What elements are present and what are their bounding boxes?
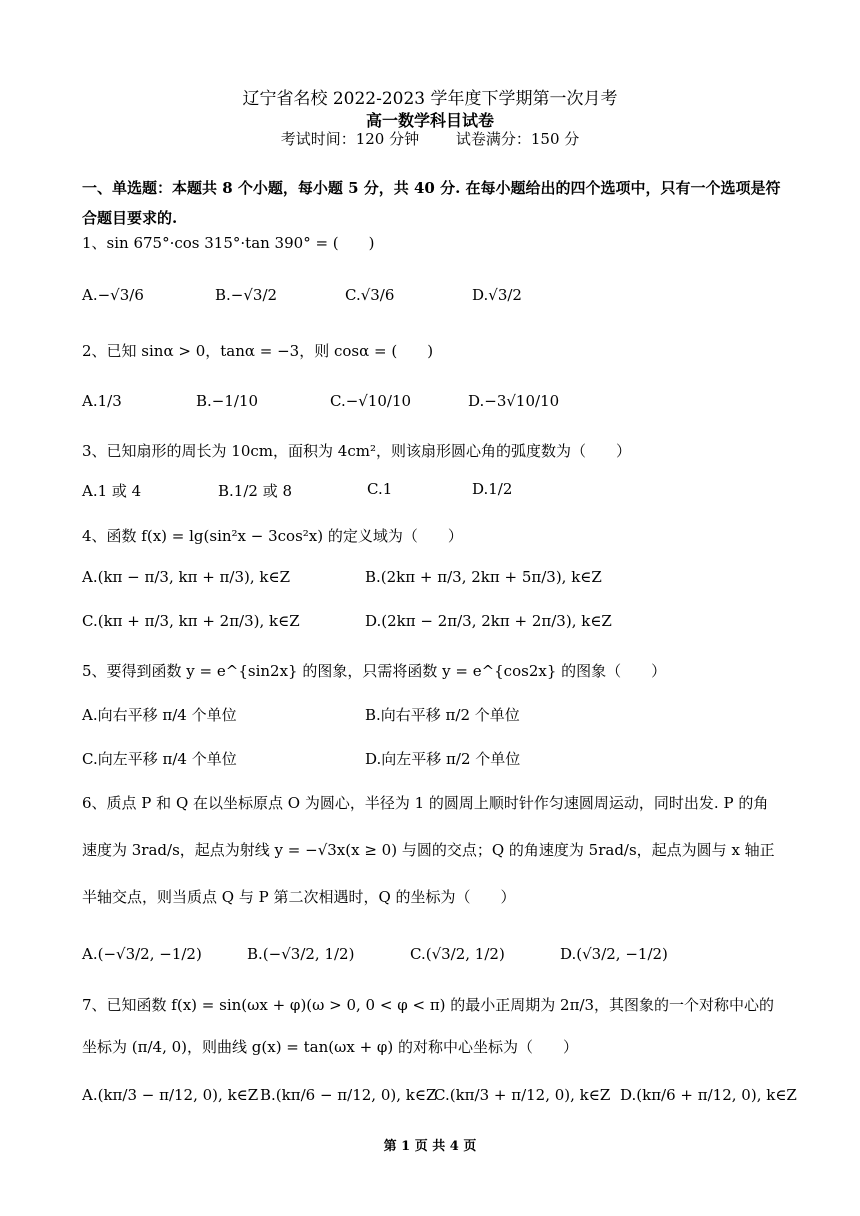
question-6-option-d: D.(√3/2, −1/2) [560, 945, 668, 963]
question-7-option-a: A.(kπ/3 − π/12, 0), k∈Z [82, 1086, 259, 1104]
exam-meta [0, 128, 860, 149]
question-1-option-a: A.−√3/6 [82, 286, 144, 304]
question-4-option-a: A.(kπ − π/3, kπ + π/3), k∈Z [82, 568, 291, 586]
question-4-option-c: C.(kπ + π/3, kπ + 2π/3), k∈Z [82, 612, 300, 630]
question-1-option-c: C.√3/6 [345, 286, 395, 304]
question-1-option-b: B.−√3/2 [215, 286, 278, 304]
question-2-stem: 2、已知 sinα > 0，tanα = −3，则 cosα = ( ) [82, 342, 434, 360]
question-1-stem: 1、sin 675°·cos 315°·tan 390° = ( ) [82, 234, 375, 252]
question-7-option-c: C.(kπ/3 + π/12, 0), k∈Z [434, 1086, 611, 1104]
exam-time: 考试时间：120 分钟 [280, 130, 420, 148]
question-3-option-b: B.1/2 或 8 [218, 482, 293, 500]
question-2-option-b: B.−1/10 [196, 392, 259, 410]
question-6-option-c: C.(√3/2, 1/2) [410, 945, 505, 963]
question-3-option-c: C.1 [367, 480, 393, 498]
question-2-option-a: A.1/3 [82, 392, 122, 410]
question-4-option-d: D.(2kπ − 2π/3, 2kπ + 2π/3), k∈Z [365, 612, 612, 630]
page-number: 第 1 页 共 4 页 [383, 1139, 477, 1154]
question-2-option-c: C.−√10/10 [330, 392, 412, 410]
exam-subtitle: 高一数学科目试卷 [365, 111, 494, 130]
question-5-option-c: C.向左平移 π/4 个单位 [82, 750, 237, 768]
question-7-stem: 7、已知函数 f(x) = sin(ωx + φ)(ω > 0, 0 < φ < π) 的最小正周期为 2π/3，其图象的一个对称中心的坐标为 (π/4, 0)，则曲线 g(x) = tan(ωx + φ) 的对称中心坐标为（ ） [82, 996, 775, 1056]
full-score: 试卷满分：150 分 [455, 130, 580, 148]
question-3-stem: 3、已知扇形的周长为 10cm，面积为 4cm²，则该扇形圆心角的弧度数为（ ） [82, 442, 631, 460]
question-5-option-a: A.向右平移 π/4 个单位 [82, 706, 237, 724]
exam-title: 辽宁省名校 2022-2023 学年度下学期第一次月考 [242, 89, 618, 109]
question-5-stem: 5、要得到函数 y = e^{sin2x} 的图象，只需将函数 y = e^{cos2x} 的图象（ ） [82, 662, 667, 680]
question-6-stem: 6、质点 P 和 Q 在以坐标原点 O 为圆心，半径为 1 的圆周上顺时针作匀速圆周运动，同时出发. P 的角速度为 3rad/s，起点为射线 y = −√3x(x ≥ 0) 与圆的交点；Q 的角速度为 5rad/s，起点为圆与 x 轴正半轴交点，则当质点 Q 与 P 第二次相遇时，Q 的坐标为（ ） [82, 794, 775, 906]
question-3-option-a: A.1 或 4 [82, 482, 142, 500]
question-3-option-d: D.1/2 [472, 480, 513, 498]
question-6-option-b: B.(−√3/2, 1/2) [247, 945, 355, 963]
question-5-option-d: D.向左平移 π/2 个单位 [365, 750, 521, 768]
question-1-option-d: D.√3/2 [472, 286, 522, 304]
question-7-option-d: D.(kπ/6 + π/12, 0), k∈Z [620, 1086, 797, 1104]
question-4-stem: 4、函数 f(x) = lg(sin²x − 3cos²x) 的定义域为（ ） [82, 527, 463, 545]
question-5-option-b: B.向右平移 π/2 个单位 [365, 706, 520, 724]
section-heading: 一、单选题：本题共 8 个小题，每小题 5 分，共 40 分. 在每小题给出的四个选项中，只有一个选项是符合题目要求的. [82, 179, 781, 227]
question-6-option-a: A.(−√3/2, −1/2) [82, 945, 202, 963]
question-7-option-b: B.(kπ/6 − π/12, 0), k∈Z [260, 1086, 437, 1104]
question-2-option-d: D.−3√10/10 [468, 392, 560, 410]
question-4-option-b: B.(2kπ + π/3, 2kπ + 5π/3), k∈Z [365, 568, 602, 586]
